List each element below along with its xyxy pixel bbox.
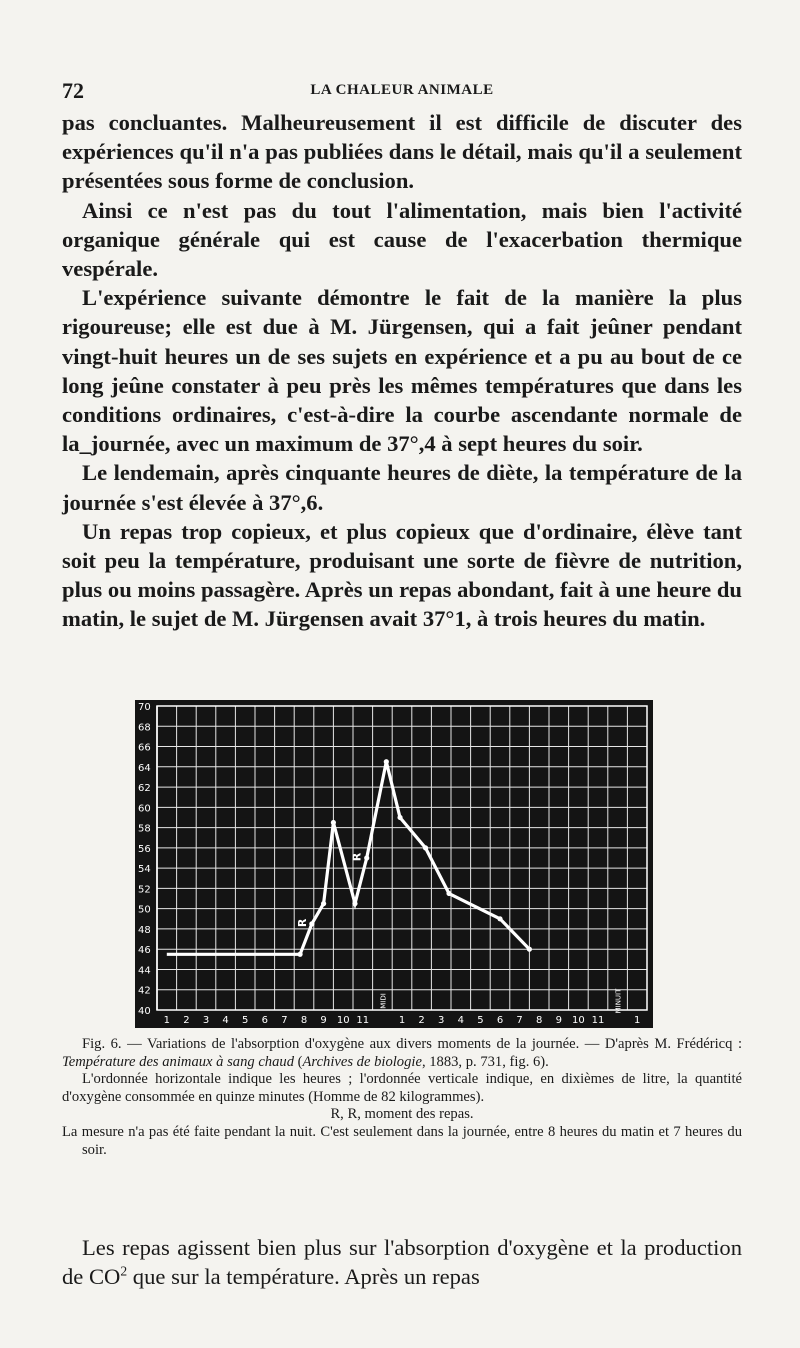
fig-label: Fig. 6.	[82, 1036, 122, 1052]
running-title: LA CHALEUR ANIMALE	[310, 82, 494, 98]
x-tick-label: 1	[163, 1015, 170, 1026]
paragraph-3: L'expérience suivante démontre le fait de la manière la plus rigoureuse; elle est due à M. Jürgensen, qui a fait jeûner pendant vingt-huit heures un de ses sujets en expérience et a pu au bout de ce long jeûne constater à peu près les mêmes températures que dans les conditions ordinaires, c'est-à-dire la courbe ascendante normale de la_journée, avec un maximum de 37°,4 à sept heures du soir.	[62, 285, 742, 457]
data-point	[331, 820, 336, 825]
x-tick-label: 7	[516, 1015, 523, 1026]
x-tick-label: 11	[356, 1015, 370, 1026]
x-tick-label: 2	[183, 1015, 190, 1026]
fig-source-ref: , 1883, p. 731, fig. 6).	[421, 1053, 549, 1070]
y-tick-label: 46	[138, 945, 151, 957]
data-point	[423, 845, 428, 850]
x-tick-label: 3	[202, 1015, 210, 1026]
x-tick-label: 6	[496, 1015, 504, 1026]
x-tick-label: 9	[320, 1015, 327, 1026]
oxygen-chart-svg	[135, 700, 653, 1028]
figure-6-chart	[135, 700, 653, 1028]
x-tick-label: 10	[336, 1015, 350, 1026]
x-tick-label: 3	[438, 1015, 445, 1026]
x-tick-label: 2	[418, 1015, 425, 1026]
fig-source-title: Température des animaux à sang chaud	[62, 1053, 294, 1070]
meal-marker-r: R	[295, 918, 309, 928]
y-tick-label: 70	[138, 702, 151, 713]
closing-text	[62, 1233, 742, 1291]
y-tick-label: 66	[138, 742, 151, 754]
x-tick-label-vertical: MIDI	[379, 993, 388, 1009]
x-tick-label: 11	[591, 1015, 605, 1026]
co2-superscript: 2	[120, 1263, 128, 1279]
data-point	[446, 891, 451, 896]
x-tick-label: 8	[536, 1015, 543, 1026]
caption-meals: R, R, moment des repas.	[330, 1106, 474, 1123]
figure-caption	[62, 1036, 742, 1159]
x-tick-label: 6	[261, 1015, 268, 1026]
closing-paragraph: Les repas agissent bien plus sur l'absorption d'oxygène et la production de $CO^2$ que sur la température. Après un repas	[62, 1235, 742, 1290]
x-tick-label: 4	[457, 1015, 464, 1026]
paragraph-1: pas concluantes. Malheureusement il est difficile de discuter des expériences qu'il n'a pas publiées dans le détail, mais qu'il a seulement présentées sous forme de conclusion.	[62, 110, 742, 194]
x-tick-label: 9	[555, 1015, 562, 1026]
x-tick-label: 5	[242, 1015, 249, 1026]
caption-main: Fig. 6. — Variations de l'absorption d'oxygène aux divers moments de la journée. — D'après M. Frédéricq : Température des animaux à sang chaud (Archives de biologie, 1883, p. 731, fig. 6).	[62, 1036, 742, 1070]
y-tick-label: 68	[138, 722, 151, 734]
y-tick-label: 60	[138, 803, 151, 815]
data-point	[352, 901, 357, 906]
y-tick-label: 48	[138, 924, 151, 936]
paragraph-4: Le lendemain, après cinquante heures de diète, la température de la journée s'est élevée à 37°,6.	[62, 460, 742, 515]
x-tick-label-vertical: MINUIT	[614, 988, 623, 1014]
y-tick-label: 62	[138, 783, 151, 795]
y-tick-label: 54	[138, 864, 151, 876]
y-tick-label: 42	[138, 985, 151, 997]
data-point	[497, 916, 502, 921]
body-text	[62, 108, 742, 634]
data-point	[321, 901, 326, 906]
paragraph-5: Un repas trop copieux, et plus copieux que d'ordinaire, élève tant soit peu la température, produisant une sorte de fièvre de nutrition, plus ou moins passagère. Après un repas abondant, fait à une heure du matin, le sujet de M. Jürgensen avait 37°1, à trois heures du matin.	[62, 518, 742, 632]
x-tick-label: 10	[572, 1015, 585, 1026]
data-point	[397, 815, 402, 820]
meal-marker-r: R	[350, 852, 364, 862]
y-tick-label: 44	[138, 965, 151, 977]
data-point	[527, 947, 532, 952]
x-tick-label: 4	[222, 1015, 229, 1026]
x-tick-label: 1	[634, 1015, 641, 1026]
x-tick-label: 8	[300, 1015, 308, 1026]
caption-axes: L'ordonnée horizontale indique les heures ; l'ordonnée verticale indique, en dixièmes de litre, la quantité d'oxygène consommée en quinze minutes (Homme de 82 kilogrammes).	[62, 1071, 742, 1105]
data-point	[364, 855, 369, 860]
x-tick-label: 1	[398, 1015, 406, 1026]
y-tick-label: 50	[138, 904, 151, 916]
y-tick-label: 58	[138, 823, 151, 835]
fig-source-journal: Archives de biologie	[302, 1053, 422, 1070]
caption-note: La mesure n'a pas été faite pendant la nuit. C'est seulement dans la journée, entre 8 heures du matin et 7 heures du soir.	[62, 1123, 742, 1158]
chart-background	[135, 700, 653, 1028]
y-tick-label: 56	[138, 843, 151, 855]
y-tick-label: 52	[138, 884, 151, 896]
page-number: 72	[62, 78, 84, 103]
data-point	[384, 759, 389, 764]
page-header	[62, 78, 742, 104]
data-point	[309, 921, 314, 926]
y-tick-label: 64	[138, 762, 151, 774]
x-tick-label: 7	[281, 1015, 288, 1026]
fig-title: — Variations de l'absorption d'oxygène aux divers moments de la journée. — D'après M. Frédéricq :	[121, 1036, 742, 1052]
data-point	[297, 952, 302, 957]
paragraph-2: Ainsi ce n'est pas du tout l'alimentation, mais bien l'activité organique générale qui est cause de l'exacerbation thermique vespérale.	[62, 197, 742, 282]
x-tick-label: 5	[477, 1015, 484, 1026]
y-tick-label: 40	[138, 1006, 151, 1017]
